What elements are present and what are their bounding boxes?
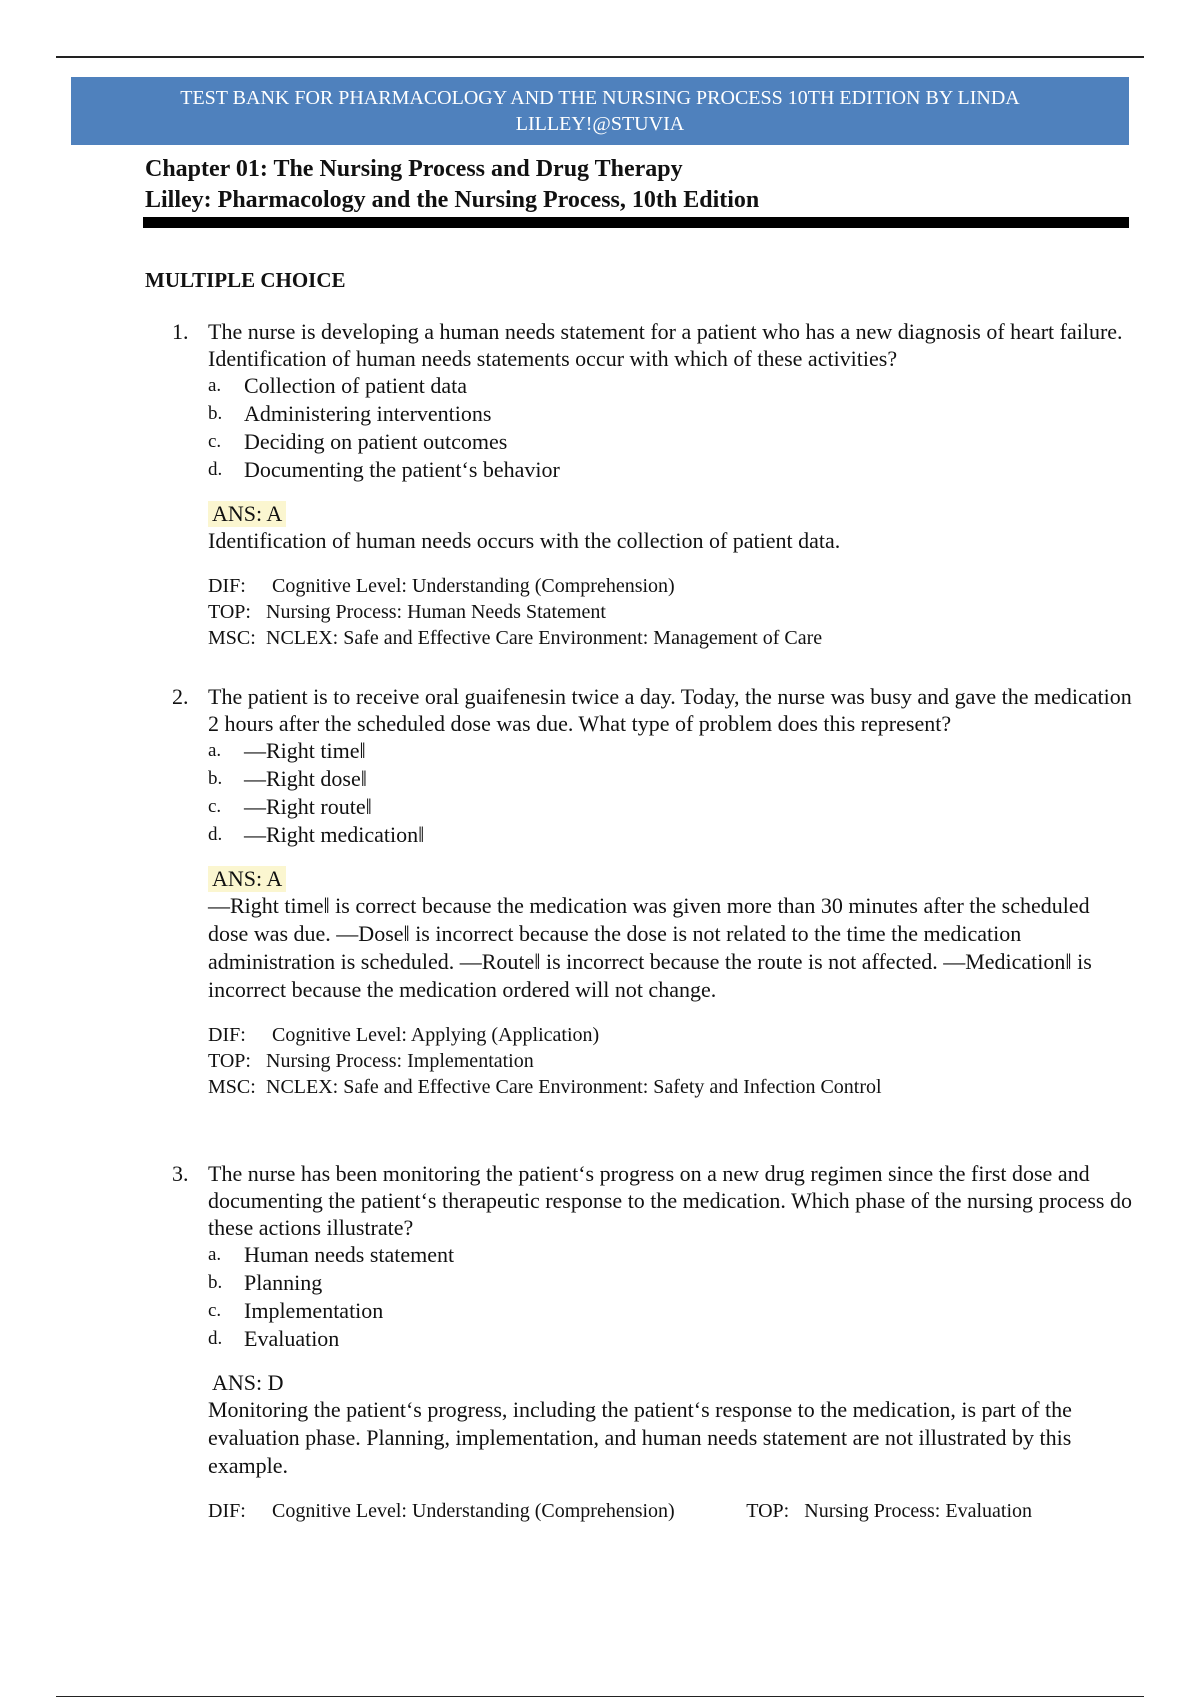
question-1 (172, 318, 1132, 651)
question-stem: The nurse has been monitoring the patient‘s progress on a new drug regimen since the first dose and documenting the patient‘s therapeutic response to the medication. Which phase of the nursing process do these actions illustrate? (208, 1161, 1132, 1240)
rationale: ―Right time‖ is correct because the medication was given more than 30 minutes after the scheduled dose was due. ―Dose‖ is incorrect because the dose is not related to the time the medication administration is scheduled. ―Route‖ is incorrect because the route is not affected. ―Medication‖ is incorrect because the medication ordered will not change. (208, 893, 1092, 1002)
option-text: ―Right route‖ (244, 794, 372, 819)
dif-value: Cognitive Level: Understanding (Comprehension) (272, 1500, 675, 1522)
msc-value: NCLEX: Safe and Effective Care Environment: Safety and Infection Control (266, 1076, 882, 1098)
question-stem: The patient is to receive oral guaifenesin twice a day. Today, the nurse was busy and gave the medication 2 hours after the scheduled dose was due. What type of problem does this represent? (208, 684, 1132, 736)
bottom-rule (56, 1696, 1144, 1697)
option-list (208, 1241, 1132, 1353)
option-text: Deciding on patient outcomes (244, 429, 508, 454)
answer-label: ANS: A (208, 501, 286, 527)
option-a (208, 372, 1132, 400)
book-title: Lilley: Pharmacology and the Nursing Process, 10th Edition (145, 187, 760, 213)
dif-key: DIF: (208, 1024, 246, 1046)
answer-label: ANS: D (212, 1370, 284, 1395)
option-letter: c. (208, 1300, 222, 1321)
question-number: 1. (172, 319, 189, 344)
option-text: Planning (244, 1270, 323, 1295)
dif-key: DIF: (208, 575, 246, 597)
option-d (208, 456, 1132, 484)
option-letter: c. (208, 431, 222, 452)
question-3 (172, 1160, 1132, 1524)
option-text: ―Right time‖ (244, 738, 366, 763)
option-b (208, 765, 1132, 793)
chapter-title: Chapter 01: The Nursing Process and Drug Therapy (145, 156, 683, 182)
option-text: Collection of patient data (244, 373, 467, 398)
metadata (208, 573, 1132, 651)
option-letter: d. (208, 1328, 223, 1349)
banner-line-1: TEST BANK FOR PHARMACOLOGY AND THE NURSING PROCESS 10TH EDITION BY LINDA (180, 87, 1020, 109)
question-number: 2. (172, 684, 189, 709)
msc-key: MSC: (208, 1076, 256, 1098)
answer-block (208, 1369, 1132, 1480)
option-d (208, 821, 1132, 849)
option-c (208, 793, 1132, 821)
option-letter: d. (208, 824, 223, 845)
top-value: Nursing Process: Human Needs Statement (266, 601, 606, 623)
top-key: TOP: (208, 1050, 251, 1072)
option-letter: a. (208, 740, 222, 761)
option-text: ―Right dose‖ (244, 766, 367, 791)
option-text: Implementation (244, 1298, 384, 1323)
option-c (208, 428, 1132, 456)
answer-block (208, 865, 1132, 1004)
option-letter: b. (208, 403, 223, 424)
option-a (208, 1241, 1132, 1269)
option-letter: a. (208, 375, 222, 396)
banner-line-2: LILLEY!@STUVIA (515, 113, 685, 135)
dif-key: DIF: (208, 1500, 246, 1522)
answer-block (208, 500, 1132, 555)
msc-value: NCLEX: Safe and Effective Care Environment: Management of Care (266, 627, 823, 649)
rationale: Monitoring the patient‘s progress, including the patient‘s response to the medication, is part of the evaluation phase. Planning, implementation, and human needs statement are not illustrated by this example. (208, 1397, 1072, 1478)
option-b (208, 1269, 1132, 1297)
option-letter: b. (208, 768, 223, 789)
section-title: MULTIPLE CHOICE (145, 268, 346, 292)
option-text: Human needs statement (244, 1242, 455, 1267)
top-key: TOP: (208, 601, 251, 623)
dif-value: Cognitive Level: Understanding (Comprehension) (272, 575, 675, 597)
metadata (208, 1498, 1132, 1524)
question-stem: The nurse is developing a human needs statement for a patient who has a new diagnosis of heart failure. Identification of human needs statements occur with which of these activities? (208, 319, 1123, 371)
rationale: Identification of human needs occurs with the collection of patient data. (208, 528, 841, 553)
option-text: ―Right medication‖ (244, 822, 425, 847)
top-key: TOP: (746, 1500, 790, 1522)
option-text: Documenting the patient‘s behavior (244, 457, 560, 482)
option-b (208, 400, 1132, 428)
metadata (208, 1022, 1132, 1100)
question-number: 3. (172, 1161, 189, 1186)
option-letter: b. (208, 1272, 223, 1293)
top-value: Nursing Process: Evaluation (804, 1500, 1032, 1522)
header-banner (71, 77, 1129, 145)
top-rule (56, 56, 1144, 58)
option-d (208, 1325, 1132, 1353)
option-letter: a. (208, 1244, 222, 1265)
top-value: Nursing Process: Implementation (266, 1050, 534, 1072)
dif-value: Cognitive Level: Applying (Application) (272, 1024, 600, 1046)
option-list (208, 737, 1132, 849)
option-letter: d. (208, 459, 223, 480)
question-2 (172, 683, 1132, 1100)
option-text: Evaluation (244, 1326, 340, 1351)
option-list (208, 372, 1132, 484)
option-letter: c. (208, 796, 222, 817)
chapter-heading (145, 154, 1125, 216)
option-text: Administering interventions (244, 401, 492, 426)
msc-key: MSC: (208, 627, 256, 649)
option-c (208, 1297, 1132, 1325)
answer-label: ANS: A (208, 866, 286, 892)
option-a (208, 737, 1132, 765)
heading-rule (143, 217, 1129, 228)
